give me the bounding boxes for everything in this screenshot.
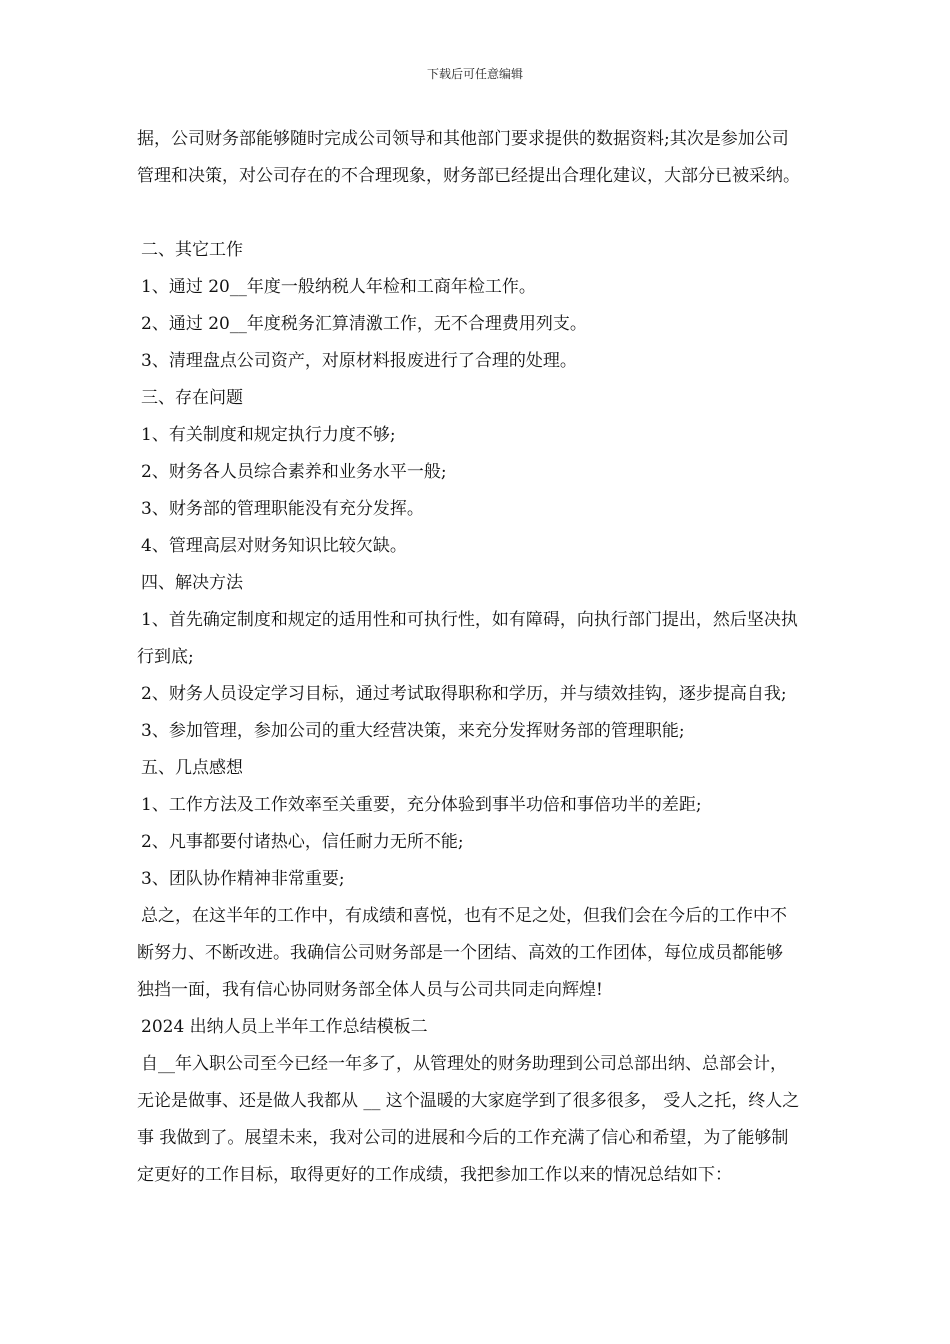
- list-item: 2、凡事都要付诸热心，信任耐力无所不能;: [141, 832, 464, 852]
- list-item: 2、财务人员设定学习目标，通过考试取得职称和学历，并与绩效挂钩，逐步提高自我;: [141, 684, 787, 704]
- list-item: 1、有关制度和规定执行力度不够;: [141, 425, 396, 445]
- section-heading: 三、存在问题: [141, 388, 243, 408]
- paragraph-line: 定更好的工作目标，取得更好的工作成绩，我把参加工作以来的情况总结如下：: [137, 1165, 732, 1185]
- conclusion-line: 独挡一面，我有信心协同财务部全体人员与公司共同走向辉煌!: [137, 980, 603, 1000]
- list-item: 3、团队协作精神非常重要;: [141, 869, 345, 889]
- list-item: 2、财务各人员综合素养和业务水平一般;: [141, 462, 447, 482]
- paragraph-line: 无论是做事、还是做人我都从 __ 这个温暖的大家庭学到了很多很多， 受人之托，终人之: [137, 1091, 800, 1111]
- page-header-note: 下载后可任意编辑: [426, 67, 523, 81]
- list-item: 4、管理高层对财务知识比较欠缺。: [141, 536, 407, 556]
- list-item-continuation: 行到底;: [137, 647, 194, 667]
- paragraph-line: 自__年入职公司至今已经一年多了，从管理处的财务助理到公司总部出纳、总部会计，: [141, 1054, 787, 1074]
- list-item: 3、参加管理，参加公司的重大经营决策，来充分发挥财务部的管理职能;: [141, 721, 685, 741]
- document-body: [137, 121, 887, 1194]
- conclusion-line: 断努力、不断改进。我确信公司财务部是一个团结、高效的工作团体，每位成员都能够: [137, 943, 783, 963]
- blank-line: [137, 195, 887, 232]
- section-heading: 二、其它工作: [141, 240, 243, 260]
- list-item: 3、财务部的管理职能没有充分发挥。: [141, 499, 424, 519]
- paragraph-line: 事 我做到了。展望未来，我对公司的进展和今后的工作充满了信心和希望，为了能够制: [137, 1128, 789, 1148]
- list-item: 1、通过 20__年度一般纳税人年检和工商年检工作。: [141, 277, 536, 297]
- section-heading: 四、解决方法: [141, 573, 243, 593]
- conclusion-line: 总之，在这半年的工作中，有成绩和喜悦，也有不足之处，但我们会在今后的工作中不: [141, 906, 787, 926]
- template-two-title: 2024 出纳人员上半年工作总结模板二: [141, 1017, 428, 1037]
- list-item: 1、首先确定制度和规定的适用性和可执行性，如有障碍，向执行部门提出，然后坚决执: [141, 610, 798, 630]
- list-item: 3、清理盘点公司资产，对原材料报废进行了合理的处理。: [141, 351, 577, 371]
- section-heading: 五、几点感想: [141, 758, 243, 778]
- list-item: 1、工作方法及工作效率至关重要，充分体验到事半功倍和事倍功半的差距;: [141, 795, 702, 815]
- list-item: 2、通过 20__年度税务汇算清激工作，无不合理费用列支。: [141, 314, 587, 334]
- paragraph-line: 管理和决策，对公司存在的不合理现象，财务部已经提出合理化建议，大部分已被采纳。: [137, 166, 800, 186]
- paragraph-line: 据，公司财务部能够随时完成公司领导和其他部门要求提供的数据资料;其次是参加公司: [137, 129, 789, 149]
